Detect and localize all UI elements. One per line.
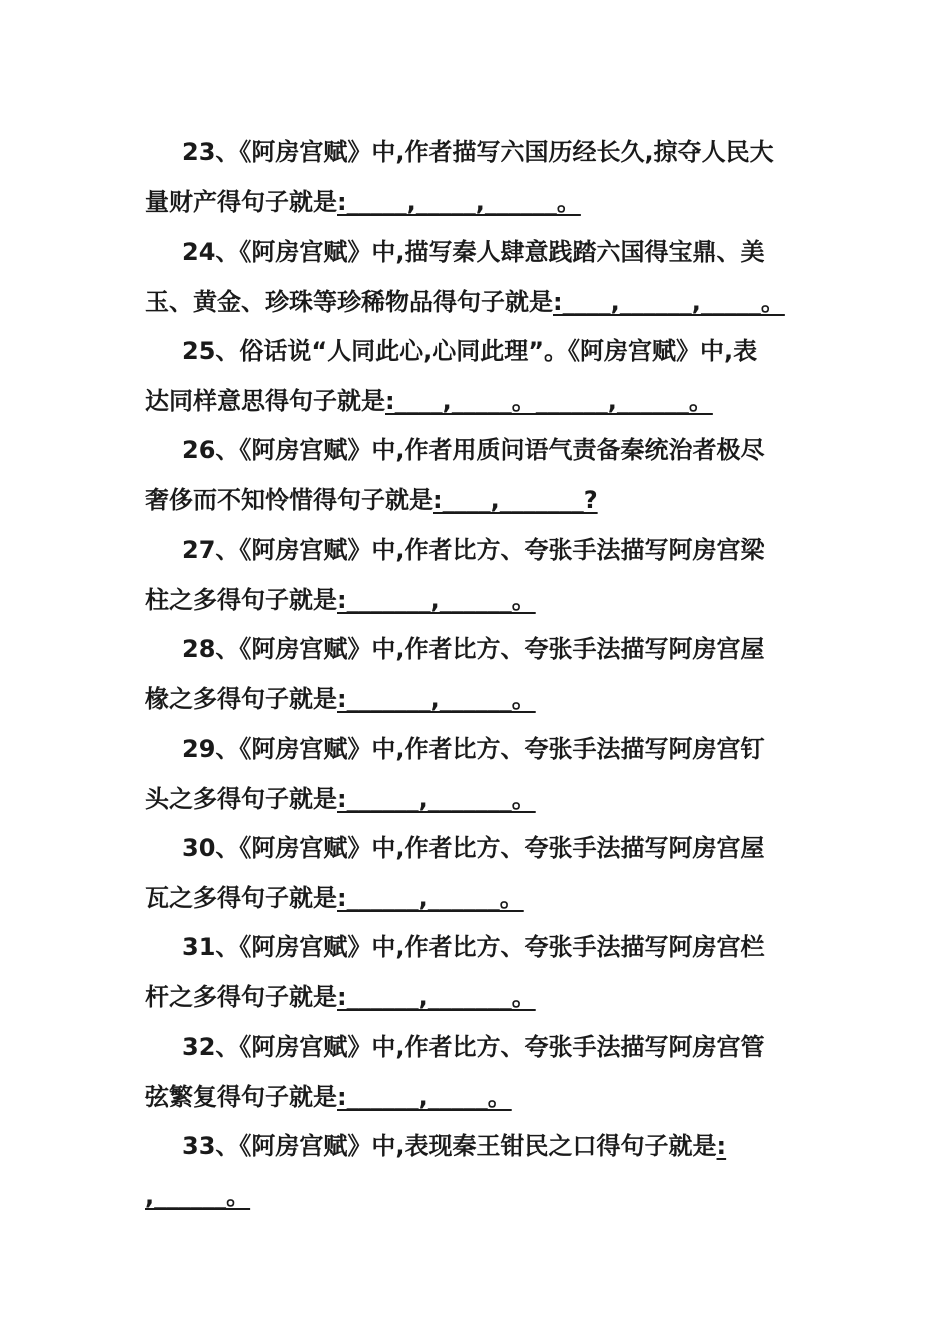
question-text-continued: 柱之多得句子就是:_______,______。 [145, 586, 536, 614]
question-text: 27、《阿房宫赋》中,作者比方、夸张手法描写阿房宫梁 [182, 536, 765, 564]
answer-blank[interactable]: :____,______,_____。 [553, 288, 785, 316]
answer-blank-start[interactable]: : [716, 1132, 727, 1160]
question-31 [145, 922, 810, 1022]
question-28 [145, 624, 810, 724]
question-text: 24、《阿房宫赋》中,描写秦人肆意践踏六国得宝鼎、美 [182, 238, 765, 266]
question-23 [145, 127, 810, 227]
answer-blank[interactable]: :_____,_____,______。 [337, 188, 581, 216]
answer-blank[interactable]: ,______。 [145, 1182, 251, 1210]
answer-blank[interactable]: :______,_______。 [337, 983, 536, 1011]
answer-blank[interactable]: :______,______。 [337, 884, 524, 912]
question-text-continued [145, 1171, 810, 1221]
question-text-continued: 头之多得句子就是:______,_______。 [145, 785, 536, 813]
question-33 [145, 1121, 810, 1221]
question-32 [145, 1022, 810, 1122]
answer-blank[interactable]: :_______,______。 [337, 586, 536, 614]
question-text: 25、俗话说“人同此心,心同此理”。《阿房宫赋》中,表 [182, 337, 758, 365]
answer-blank[interactable]: :____,_____。______,______。 [385, 387, 713, 415]
question-29 [145, 724, 810, 824]
question-text: 32、《阿房宫赋》中,作者比方、夸张手法描写阿房宫管 [182, 1033, 765, 1061]
question-30 [145, 823, 810, 923]
question-27 [145, 525, 810, 625]
answer-blank[interactable]: :_______,______。 [337, 685, 536, 713]
question-text: 23、《阿房宫赋》中,作者描写六国历经长久,掠夺人民大 [182, 138, 774, 166]
question-text: 26、《阿房宫赋》中,作者用质问语气责备秦统治者极尽 [182, 436, 765, 464]
question-text-continued: 瓦之多得句子就是:______,______。 [145, 884, 524, 912]
answer-blank[interactable]: :______,_____。 [337, 1083, 512, 1111]
question-25 [145, 326, 810, 426]
question-text-continued: 玉、黄金、珍珠等珍稀物品得句子就是:____,______,_____。 [145, 288, 785, 316]
question-26 [145, 425, 810, 525]
question-text: 33、《阿房宫赋》中,表现秦王钳民之口得句子就是: [182, 1132, 727, 1160]
question-text-continued: 量财产得句子就是:_____,_____,______。 [145, 188, 581, 216]
question-24 [145, 227, 810, 327]
question-text: 29、《阿房宫赋》中,作者比方、夸张手法描写阿房宫钉 [182, 735, 765, 763]
answer-blank[interactable]: :____,_______? [433, 486, 598, 514]
answer-blank[interactable]: :______,_______。 [337, 785, 536, 813]
question-text-continued: 奢侈而不知怜惜得句子就是:____,_______? [145, 486, 598, 514]
question-text: 31、《阿房宫赋》中,作者比方、夸张手法描写阿房宫栏 [182, 933, 765, 961]
question-text-continued: 杆之多得句子就是:______,_______。 [145, 983, 536, 1011]
question-text: 28、《阿房宫赋》中,作者比方、夸张手法描写阿房宫屋 [182, 635, 765, 663]
question-text-continued: 达同样意思得句子就是:____,_____。______,______。 [145, 387, 713, 415]
question-text: 30、《阿房宫赋》中,作者比方、夸张手法描写阿房宫屋 [182, 834, 765, 862]
question-text-continued: 弦繁复得句子就是:______,_____。 [145, 1083, 512, 1111]
question-text-continued: 椽之多得句子就是:_______,______。 [145, 685, 536, 713]
